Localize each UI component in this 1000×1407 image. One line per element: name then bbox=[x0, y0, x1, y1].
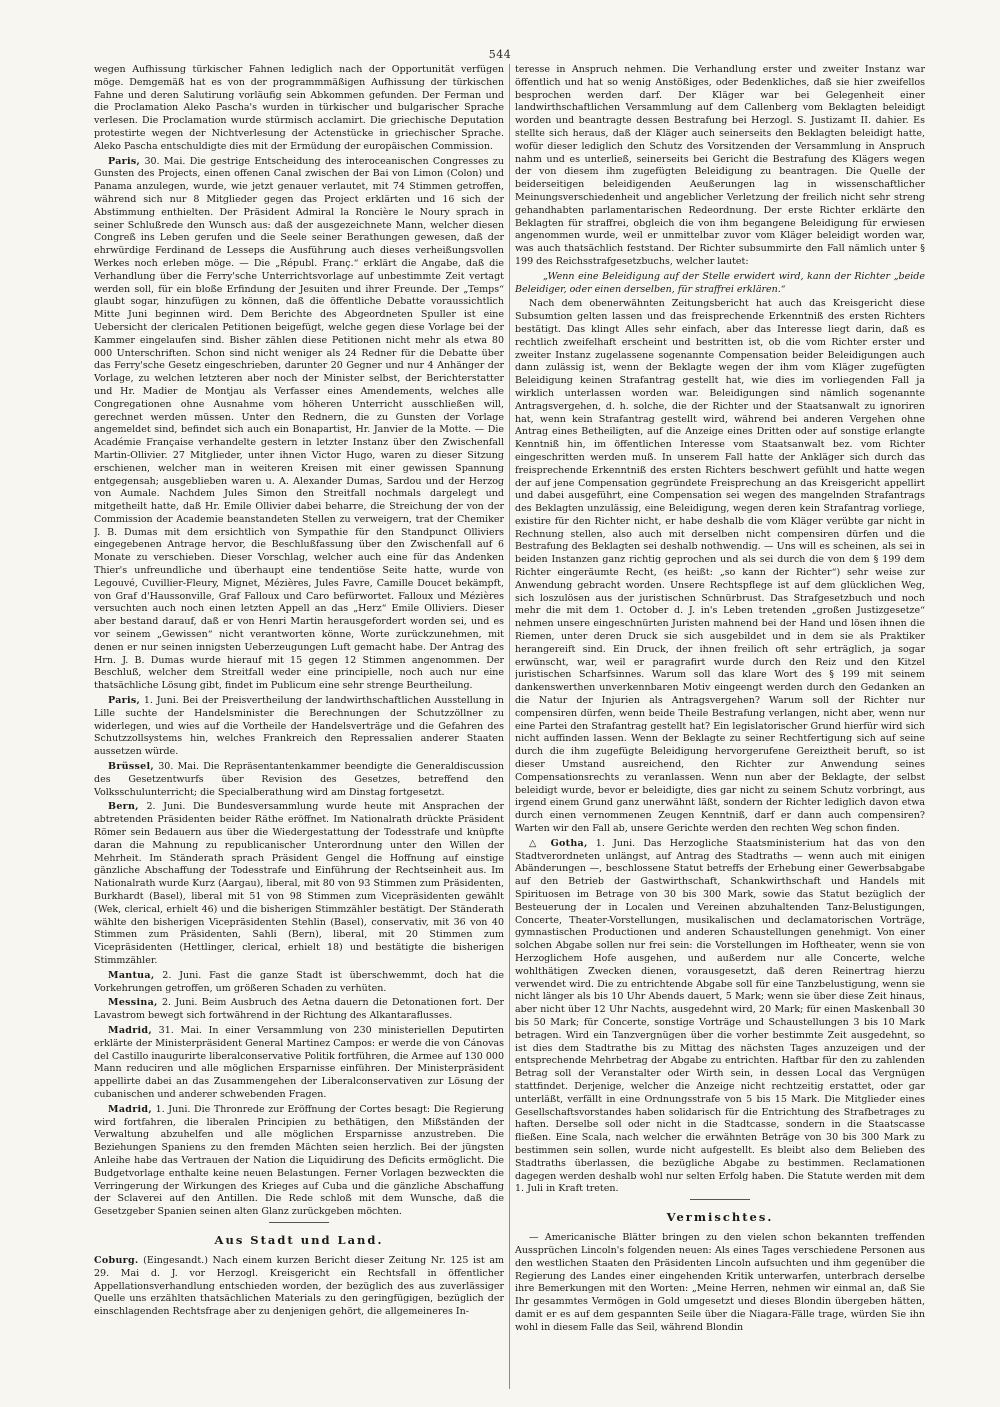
article-paragraph: Nach dem obenerwähnten Zeitungsbericht hat auch das Kreisgericht diese Subsumtion gelten lassen und das freisprechende Erkenntniß des ersten Richters bestätigt. Das klingt Alles sehr einfach, aber das Interesse liegt darin, daß es rechtlich zweifelhaft erscheint und bestritten ist, ob die vom Richter erster und zweiter Instanz zugelassene sogenannte Compensation beider Beleidigungen auch dann zulässig ist, wenn der Beklagte wegen der ihm vom Kläger zugefügten Beleidigung keinen Strafantrag gestellt hat, wie dies im vorliegenden Fall ja wirklich unterlassen worden war. Beleidigungen sind nämlich sogenannte Antragsvergehen, d. h. solche, die der Richter und der Staatsanwalt zu ignoriren hat, wenn kein Strafantrag gestellt wird, während bei anderen Vergehen ohne Antrag eines Betheiligten, auf die Anzeige eines Dritten oder auf sonstige erlangte Kenntniß hin, im öffentlichen Interesse vom Staatsanwalt bez. vom Richter eingeschritten werden muß. In unserem Fall hatte der Ankläger sich durch das freisprechende Erkenntniß des ersten Richters beschwert gefühlt und hatte wegen der auf jene Compensation gegründete Freisprechung an das Kreisgericht appellirt und dabei ausgeführt, eine Compensation sei wegen des mangelnden Strafantrags des Beklagten unzulässig, eine Beleidigung, wegen deren kein Strafantrag vorliege, existire für den Richter nicht, er habe deshalb die vom Kläger verübte gar nicht in Rechnung stellen, also auch mit derselben nicht compensiren dürfen und die Bestrafung des Beklagten sei deshalb nothwendig. — Uns will es scheinen, als sei in beiden Instanzen ganz richtig geprochen und als sei durch die von dem § 199 dem Richter eingeräumte Recht, (es heißt: „so kann der Richter“) sehr weise zur Anwendung gebracht worden. Unsere Rechtspflege ist auf dem glücklichen Weg, sich loszulösen aus der juristischen Schnürbrust. Das Strafgesetzbuch und noch mehr die mit dem 1. October d. J. in's Leben tretenden „großen Justizgesetze“ nehmen unsere eingeschnürten Juristen mahnend bei der Hand und lösen ihnen die Riemen, unter deren Druck sie sich ausgebildet und in dem sie als Praktiker herangereift sind. Ein Druck, der ihnen freilich oft sehr erträglich, ja sogar erwünscht, war, weil er paragrafirt wurde durch den Reiz und den Kitzel juristischen Scharfsinnes. Warum soll das klare Wort des § 199 mit seinem dankenswerthen unverkennbaren Motiv eingeengt werden durch den Gedanken an die Natur der Injurien als Antragsvergehen? Warum soll der Richter nur compensiren dürfen, wenn beide Theile Bestrafung verlangen, nicht aber, wenn nur eine Partei den Strafantrag gestellt hat? Ein legislatorischer Grund hierfür wird sich nicht auffinden lassen. Wenn der Beklagte zu seiner Rechtfertigung sich auf seine durch die ihm zugefügte Beleidigung hervorgerufene Gereiztheit beruft, so ist dieser Umstand ausreichend, den Richter zur Anwendung seines Compensationsrechts zu veranlassen. Wenn nun aber der Beklagte, der selbst beleidigt wurde, bevor er beleidigte, dies gar nicht zu seinem Schutz vorbringt, aus irgend einem Grund ganz unerwähnt läßt, sondern der Richter lediglich davon etwa durch einen vernommenen Zeugen Kenntniß, darf er dann auch compensiren? Warten wir den Fall ab, unsere Gerichte werden den rechten Weg schon finden. bbox=[515, 298, 925, 835]
section-divider bbox=[269, 1222, 329, 1223]
article-paragraph: — Americanische Blätter bringen zu den vielen schon bekannten treffenden Aussprüchen Lincoln's folgenden neuen: Als eines Tages verschiedene Personen aus den westlichen Staaten den Präsidenten Lincoln aufsuchten und ihm gegenüber die Regierung des Landes einer eingehenden Kritik unterwarfen, unterbrach derselbe ihre Bemerkungen mit den Worten: „Meine Herren, nehmen wir einmal an, daß Sie Ihr gesammtes Vermögen in Gold umgesetzt und dieses Blondin übergeben hätten, damit er es auf dem gespannten Seile über die Niagara-Fälle trage, würden Sie ihn wohl in diesem Falle das Seil, während Blondin bbox=[515, 1232, 925, 1333]
dateline: Brüssel, bbox=[108, 761, 154, 773]
dateline: Madrid, bbox=[108, 1103, 152, 1115]
dateline: Bern, bbox=[108, 801, 139, 813]
right-column bbox=[515, 64, 925, 1389]
article-paragraph: △ Gotha, 1. Juni. Das Herzogliche Staatsministerium hat das von den Stadtverordneten unlängst, auf Antrag des Stadtraths — wenn auch mit einigen Abänderungen —, beschlossene Statut betreffs der Erhebung einer Gewerbsabgabe auf den Betrieb der Gastwirthschaft, Schankwirthschaft und Handels mit Spirituosen im Betrage von 30 bis 300 Mark, sowie das Statut bezüglich der Besteuerung der in Localen und Vereinen abzuhaltenden Tanz-Belustigungen, Concerte, Theater-Vorstellungen, musikalischen und declamatorischen Vorträge, gymnastischen Productionen und anderen Schaustellungen genehmigt. Von einer solchen Abgabe sollen nur frei sein: die Vorstellungen im Hoftheater, wenn sie von Herzoglichem Hofe ausgehen, und außerdem nur alle Concerte, welche wohlthätigen Zwecken dienen, vorausgesetzt, daß deren Reinertrag hierzu verwendet wird. Die zu entrichtende Abgabe soll für eine Tanzbelustigung, wenn sie nicht länger als bis 10 Uhr Abends dauert, 5 Mark; wenn sie über diese Zeit hinaus, aber nicht über 12 Uhr Nachts, ausgedehnt wird, 20 Mark; für einen Maskenball 30 bis 50 Mark; für Concerte, sonstige Vorträge und Schaustellungen 3 bis 10 Mark betragen. Wird ein Tanzvergnügen über die vorher bestimmte Zeit ausgedehnt, so ist dies dem Stadtrathe bis zu Mittag des nächsten Tages anzuzeigen und der entsprechende Mehrbetrag der Abgabe zu entrichten. Haftbar für den zu zahlenden Betrag soll der Veranstalter oder Wirth sein, in dessen Local das Vergnügen stattfindet. Derjenige, welcher die Anzeige nicht rechtzeitig erstattet, oder gar unterläßt, verfällt in eine Ordnungsstrafe von 5 bis 15 Mark. Die Mitglieder eines Gesellschaftsvorstandes haben solidarisch für die Entrichtung des Strafbetrages zu haften. Derselbe soll oder nicht in die Stadtcasse, sondern in die Staatscasse fließen. Eine Scala, nach welcher die erwähnten Beträge von 30 bis 300 Mark zu bestimmen sein sollen, wurde nicht aufgestellt. Es bleibt also dem Belieben des Stadtraths überlassen, die bezügliche Abgabe zu bestimmen. Reclamationen dagegen werden deshalb wohl nur selten Erfolg haben. Die Statute werden mit dem 1. Juli in Kraft treten. bbox=[515, 837, 925, 1195]
article-paragraph: Madrid, 31. Mai. In einer Versammlung von 230 ministeriellen Deputirten erklärte der Ministerpräsident General Martinez Campos: er werde die von Cánovas del Castillo inaugurirte liberalconservative Politik fortführen, die Armee auf 130 000 Mann reduciren und alle möglichen Ersparnisse einführen. Der Ministerpräsident appellirte dabei an das Zusammengehen der Liberalconservativen zur Lösung der cubanischen und anderer schwebenden Fragen. bbox=[94, 1024, 504, 1100]
dateline: Messina, bbox=[108, 997, 158, 1009]
article-paragraph: wegen Aufhissung türkischer Fahnen lediglich nach der Opportunität verfügen möge. Demgemäß hat es von der programmmäßigen Aufhissung der türkischen Fahne und deren Salutirung vorläufig sein Abkommen gefunden. Der Ferman und die Proclamation Aleko Pascha's wurden in türkischer und bulgarischer Sprache verlesen. Die Proclamation wurde stürmisch acclamirt. Die griechische Deputation protestirte wegen der Nichtverlesung der Actenstücke in griechischer Sprache. Aleko Pascha entschuldigte dies mit der Ermüdung der europäischen Commission. bbox=[94, 64, 504, 152]
article-paragraph: Messina, 2. Juni. Beim Ausbruch des Aetna dauern die Detonationen fort. Der Lavastrom bewegt sich fortwährend in der Richtung des Alkantaraflusses. bbox=[94, 997, 504, 1022]
dateline: △ Gotha, bbox=[529, 837, 588, 849]
section-heading-local: Aus Stadt und Land. bbox=[214, 1232, 384, 1247]
section-heading-misc: Vermischtes. bbox=[666, 1210, 774, 1225]
dateline: Coburg. bbox=[94, 1254, 139, 1266]
dateline: Mantua, bbox=[108, 969, 155, 981]
section-divider bbox=[690, 1199, 750, 1200]
article-paragraph: Bern, 2. Juni. Die Bundesversammlung wurde heute mit Ansprachen der abtretenden Präsidenten beider Räthe eröffnet. Im Nationalrath drückte Präsident Römer sein Bedauern aus über die Wiedergestattung der Todesstrafe und knüpfte daran die Mahnung zu republicanischer Unterordnung unter den Willen der Mehrheit. Im Ständerath sprach Präsident Gengel die Hoffnung auf einstige gänzliche Abschaffung der Todesstrafe und Einführung der Rechtseinheit aus. Im Nationalrath wurde Kurz (Aargau), liberal, mit 80 von 93 Stimmen zum Präsidenten, Burkhardt (Basel), liberal mit 51 von 98 Stimmen zum Vicepräsidenten gewählt (Wek, clerical, erhielt 46) und die bisherigen Stimmzähler bestätigt. Der Ständerath wählte den bisherigen Vicepräsidenten Stehlin (Basel), conservativ, mit 36 von 40 Stimmen zum Präsidenten, Sahli (Bern), liberal, mit 20 Stimmen zum Vicepräsidenten (Hettlinger, clerical, erhielt 18) und bestätigte die bisherigen Stimmzähler. bbox=[94, 801, 504, 966]
left-column bbox=[94, 64, 504, 1389]
dateline: Paris, bbox=[108, 155, 141, 167]
column-divider bbox=[509, 64, 510, 1389]
page-number: 544 bbox=[488, 48, 512, 61]
article-paragraph: Paris, 1. Juni. Bei der Preisvertheilung der landwirthschaftlichen Ausstellung in Lille suchte der Handelsminister die Berechnungen der Schutzzöllner zu widerlegen, und wies auf die Vortheile der Handelsverträge und die Gefahren des Schutzzollsystems hin, welches Frankreich den Repressalien anderer Staaten aussetzen würde. bbox=[94, 695, 504, 758]
article-paragraph: Coburg. (Eingesandt.) Nach einem kurzen Bericht dieser Zeitung Nr. 125 ist am 29. Mai d. J. vor Herzogl. Kreisgericht ein Rechtsfall in öffentlicher Appellationsverhandlung entschieden worden, der bezüglich des aus zuverlässiger Quelle uns erzählten thatsächlichen Materials zu den geringfügigen, bezüglich der einschlagenden Rechtsfrage aber zu denjenigen gehört, die allgemeineres In- bbox=[94, 1254, 504, 1318]
dateline: Madrid, bbox=[108, 1024, 152, 1036]
article-paragraph: Brüssel, 30. Mai. Die Repräsentantenkammer beendigte die Generaldiscussion des Gesetzentwurfs über Revision des Gesetzes, betreffend den Volksschulunterricht; die Specialberathung wird am Dinstag fortgesetzt. bbox=[94, 761, 504, 798]
article-paragraph: teresse in Anspruch nehmen. Die Verhandlung erster und zweiter Instanz war öffentlich und hat so wenig Anstößiges, oder Bedenkliches, daß sie hier zweifellos besprochen werden darf. Der Kläger war bei Gelegenheit einer landwirthschaftlichen Versammlung auf dem Callenberg vom Beklagten beleidigt worden und beantragte dessen Bestrafung bei Herzogl. S. Justizamt II. dahier. Es stellte sich heraus, daß der Kläger auch seinerseits den Beklagten beleidigt hatte, wofür dieser lediglich den Schutz des Vorsitzenden der Versammlung in Anspruch nahm und es unterließ, seinerseits bei Gericht die Bestrafung des Klägers wegen der von diesem ihm zugefügten Beleidigung zu beantragen. Die Quelle der beiderseitigen beleidigenden Aeußerungen lag in wissenschaftlicher Meinungsverschiedenheit und angeblicher Verletzung der freilich nicht sehr streng gehandhabten parlamentarischen Redeordnung. Der erste Richter erklärte den Beklagten für straffrei, obgleich die von ihm begangene Beleidigung für erwiesen angenommen wurde, weil er unmittelbar zuvor vom Kläger beleidigt worden war, was auch thatsächlich feststand. Der Richter subsummirte den Fall nämlich unter § 199 des Reichsstrafgesetzbuchs, welcher lautet: bbox=[515, 64, 925, 267]
legal-quote: „Wenn eine Beleidigung auf der Stelle erwidert wird, kann der Richter „beide Beleidiger, oder einen derselben, für straffrei erklären.“ bbox=[515, 270, 925, 295]
dateline: Paris, bbox=[108, 695, 141, 707]
article-paragraph: Madrid, 1. Juni. Die Thronrede zur Eröffnung der Cortes besagt: Die Regierung wird fortfahren, die liberalen Principien zu bethätigen, den Mißständen der Verwaltung abzuhelfen und alle möglichen Ersparnisse anzustreben. Die Beziehungen Spaniens zu den fremden Mächten seien herzlich. Bei der jüngsten Anleihe habe das Vertrauen der Nation die Liquidirung des Deficits ermöglicht. Die Budgetvorlage enthalte keine neuen Belastungen. Ferner Vorlagen bezweckten die Verringerung der Wirkungen des Krieges auf Cuba und die gänzliche Abschaffung der Sclaverei auf den Antillen. Die Rede schloß mit dem Wunsche, daß die Gesetzgeber Spanien seinen alten Glanz zurückgeben möchten. bbox=[94, 1103, 504, 1218]
article-paragraph: Mantua, 2. Juni. Fast die ganze Stadt ist überschwemmt, doch hat die Vorkehrungen getroffen, um größeren Schaden zu verhüten. bbox=[94, 969, 504, 994]
article-paragraph: Paris, 30. Mai. Die gestrige Entscheidung des interoceanischen Congresses zu Gunsten des Projects, einen offenen Canal zwischen der Bai von Limon (Colon) und Panama anzulegen, wurde, wie jetzt genauer verlautet, mit 74 Stimmen getroffen, während sich nur 8 Mitglieder gegen das Project erklärten und 16 sich der Abstimmung enthielten. Der Präsident Admiral la Roncière le Noury sprach in seiner Schlußrede den Wunsch aus: daß der ausgezeichnete Mann, welcher diesen Congreß ins Leben gerufen und die Seele seiner Berathungen gewesen, daß der ehrwürdige Ferdinand de Lesseps die Ausführung auch dieses verheißungsvollen Werkes noch erleben möge. — Die „Républ. Franç.“ erklärt die Angabe, daß die Verhandlung über die Ferry'sche Unterrichtsvorlage auf unbestimmte Zeit vertagt werden soll, für ein bloße Erfindung der Jesuiten und ihrer Freunde. Der „Temps“ glaubt sogar, hinzufügen zu können, daß die öffentliche Debatte voraussichtlich Mitte Juni beginnen wird. Dem Berichte des Abgeordneten Spuller ist eine Uebersicht der clericalen Petitionen beigefügt, welche gegen diese Vorlage bei der Kammer eingelaufen sind. Bisher zählen diese Petitionen nicht mehr als etwa 80 000 Unterschriften. Schon sind nicht weniger als 24 Redner für die Debatte über das Ferry'sche Gesetz eingeschrieben, darunter 20 Gegner und nur 4 Anhänger der Vorlage, zu welchen letzteren aber noch der Minister selbst, der Berichterstatter und Hr. Madier de Montjau als Verfasser eines Amendements, welches alle Congregationen ohne Ausnahme vom höheren Unterricht ausschließen will, gerechnet werden müssen. Unter den Rednern, die zu Gunsten der Vorlage angemeldet sind, befindet sich auch ein Bonapartist, Hr. Janvier de la Motte. — Die Académie Française verhandelte gestern in letzter Instanz über den Zwischenfall Martin-Ollivier. 27 Mitglieder, unter ihnen Victor Hugo, waren zu dieser Sitzung erschienen, welcher man in weiteren Kreisen mit einer gewissen Spannung entgegensah; ausgeblieben waren u. A. Alexander Dumas, Sardou und der Herzog von Aumale. Nachdem Jules Simon den Streitfall nochmals dargelegt und mitgetheilt hatte, daß Hr. Emile Ollivier dabei beharre, die Streichung der von der Commission der Academie beanstandeten Stellen zu verweigern, trat der Chemiker J. B. Dumas mit dem ersichtlich von Sympathie für den Standpunct Olliviers eingegebenen Antrage hervor, die Beschlußfassung über den Zwischenfall auf 6 Monate zu verschieben. Dieser Vorschlag, welcher auch eine für das Andenken Thier's unfreundliche und überhaupt eine tendentiöse Seite hatte, wurde von Legouvé, Cuvillier-Fleury, Mignet, Mézières, Jules Favre, Camille Doucet bekämpft, von Graf d'Haussonville, Graf Falloux und Caro befürwortet. Falloux und Mézières versuchten auch noch einen letzten Appell an das „Herz“ Emile Olliviers. Dieser aber bestand darauf, daß er von Henri Martin herausgefordert worden sei, und es vor seinem „Gewissen“ nicht verantworten könne, Worte zurückzunehmen, mit denen er nur seinen innigsten Ueberzeugungen Luft gemacht habe. Der Antrag des Hrn. J. B. Dumas wurde hierauf mit 15 gegen 12 Stimmen angenommen. Der Beschluß, welcher dem Streitfall weder eine principielle, noch auch nur eine thatsächliche Lösung gibt, findet im Publicum eine sehr strenge Beurtheilung. bbox=[94, 155, 504, 692]
